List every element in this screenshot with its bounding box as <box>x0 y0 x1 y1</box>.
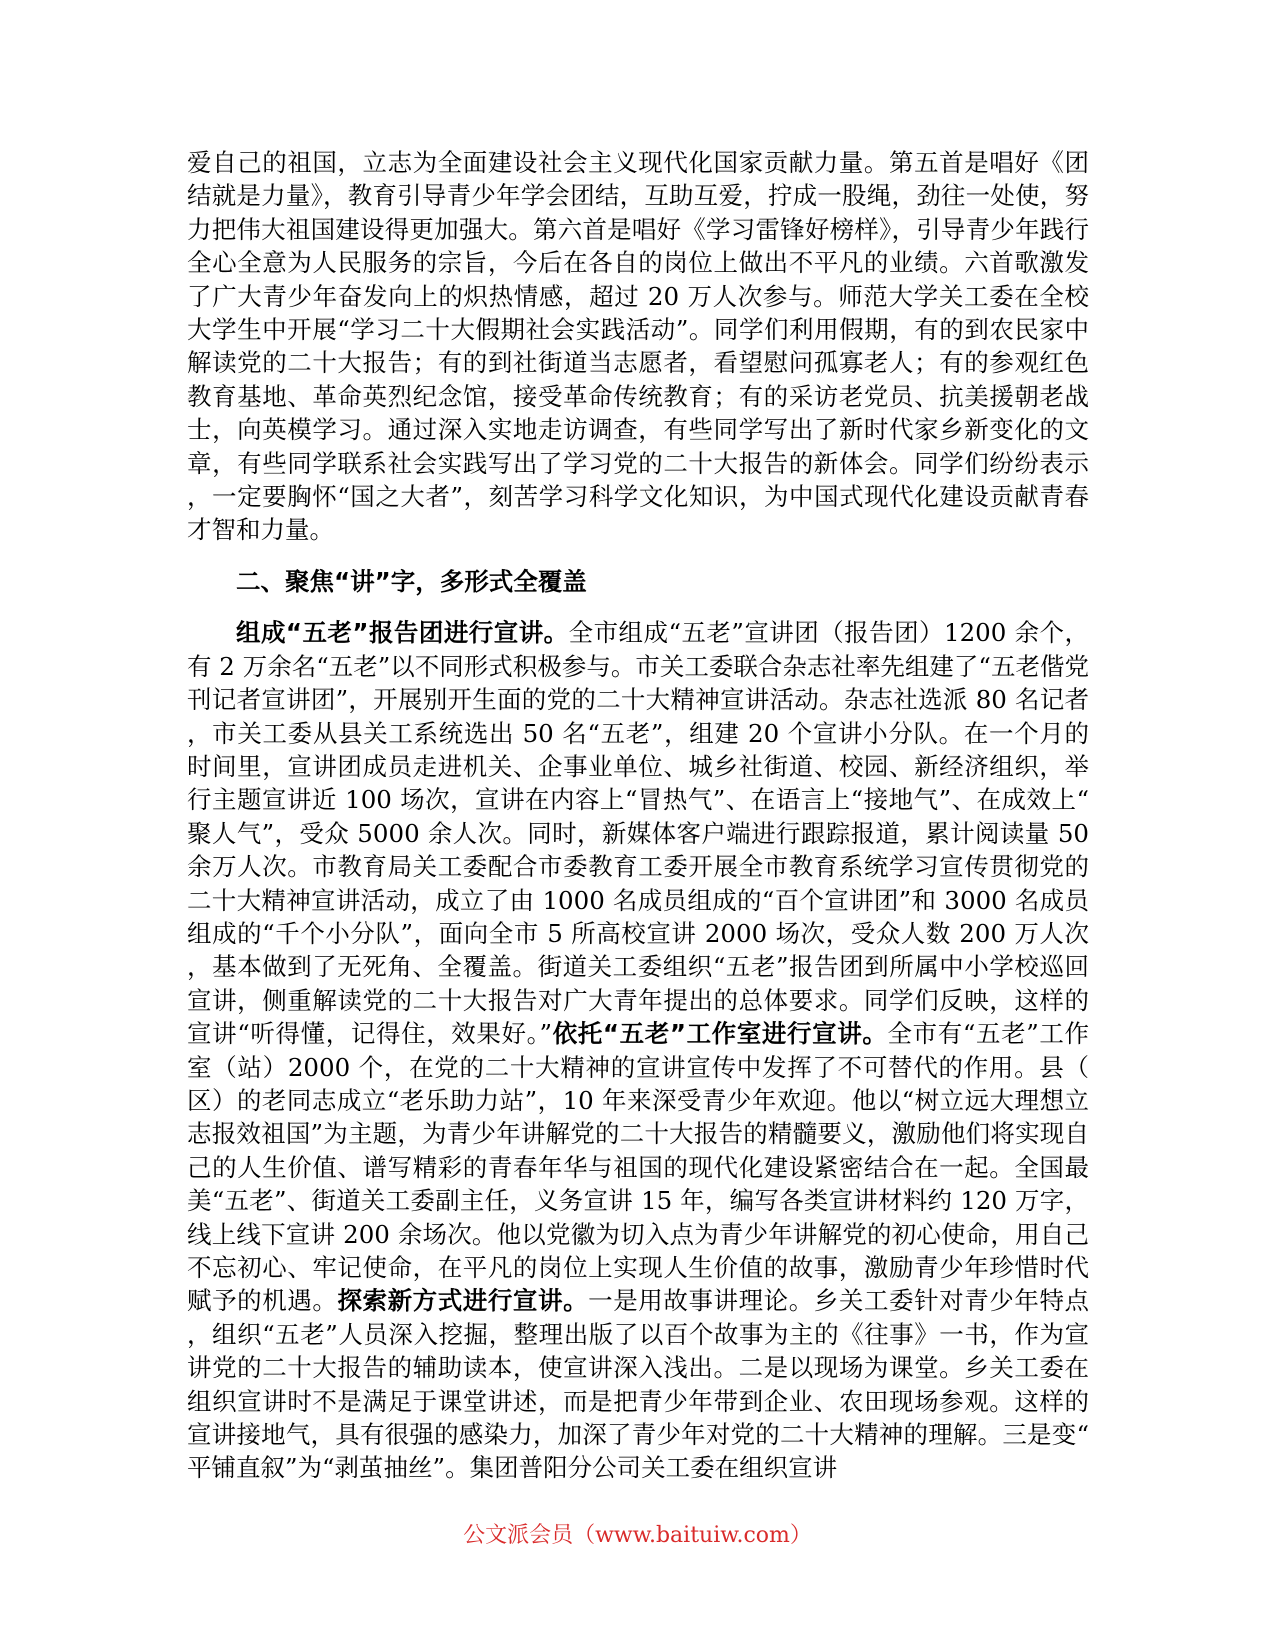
paragraph-lead-heading: 探索新方式进行宣讲。 <box>337 1286 589 1316</box>
footer-url[interactable]: www.baituiw.com <box>595 1523 790 1548</box>
footer-close: ） <box>789 1523 812 1548</box>
paragraph-lead-heading: 依托“五老”工作室进行宣讲。 <box>552 1019 888 1049</box>
paragraph-section-2 <box>187 616 1089 1485</box>
paragraph-text: 全市组成“五老”宣讲团（报告团）1200 余个，有 2 万余名“五老”以不同形式积极参与。市关工委联合杂志社率先组建了“五老偕党刊记者宣讲团”，开展别开生面的党的二十大精神宣讲活动。杂志社选派 80 名记者，市关工委从县关工系统选出 50 名“五老”，组建 20 个宣讲小分队。在一个月的时间里，宣讲团成员走进机关、企事业单位、城乡社街道、校园、新经济组织，举行主题宣讲近 100 场次，宣讲在内容上“冒热气”、在语言上“接地气”、在成效上“聚人气”，受众 5000 余人次。同时，新媒体客户端进行跟踪报道，累计阅读量 50 余万人次。市教育局关工委配合市委教育工委开展全市教育系统学习宣传贯彻党的二十大精神宣讲活动，成立了由 1000 名成员组成的“百个宣讲团”和 3000 名成员组成的“千个小分队”，面向全市 5 所高校宣讲 2000 场次，受众人数 200 万人次，基本做到了无死角、全覆盖。街道关工委组织“五老”报告团到所属中小学校巡回宣讲，侧重解读党的二十大报告对广大青年提出的总体要求。同学们反映，这样的宣讲“听得懂，记得住，效果好。” <box>187 618 1090 1049</box>
paragraph-lead-heading: 组成“五老”报告团进行宣讲。 <box>236 618 569 648</box>
footer-label: 公文派会员（ <box>463 1523 596 1548</box>
paragraph-text: 全市有“五老”工作室（站）2000 个，在党的二十大精神的宣讲宣传中发挥了不可替代的作用。县（区）的老同志成立“老乐助力站”，10 年来深受青少年欢迎。他以“树立远大理想立志报效祖国”为主题，为青少年讲解党的二十大报告的精髓要义，激励他们将实现自己的人生价值、谱写精彩的青春年华与祖国的现代化建设紧密结合在一起。全国最美“五老”、街道关工委副主任，义务宣讲 15 年，编写各类宣讲材料约 120 万字，线上线下宣讲 200 余场次。他以党徽为切入点为青少年讲解党的初心使命，用自己不忘初心、牢记使命，在平凡的岗位上实现人生价值的故事，激励青少年珍惜时代赋予的机遇。 <box>187 1019 1089 1316</box>
paragraph-continued: 爱自己的祖国，立志为全面建设社会主义现代化国家贡献力量。第五首是唱好《团结就是力量》，教育引导青少年学会团结，互助互爱，拧成一股绳，劲往一处使，努力把伟大祖国建设得更加强大。第六首是唱好《学习雷锋好榜样》，引导青少年践行全心全意为人民服务的宗旨，今后在各自的岗位上做出不平凡的业绩。六首歌激发了广大青少年奋发向上的炽热情感，超过 20 万人次参与。师范大学关工委在全校大学生中开展“学习二十大假期社会实践活动”。同学们利用假期，有的到农民家中解读党的二十大报告；有的到社街道当志愿者，看望慰问孤寡老人；有的参观红色教育基地、革命英烈纪念馆，接受革命传统教育；有的采访老党员、抗美援朝老战士，向英模学习。通过深入实地走访调查，有些同学写出了新时代家乡新变化的文章，有些同学联系社会实践写出了学习党的二十大报告的新体会。同学们纷纷表示，一定要胸怀“国之大者”，刻苦学习科学文化知识，为中国式现代化建设贡献青春才智和力量。 <box>187 148 1089 545</box>
document-body <box>187 146 1089 1485</box>
paragraph-text: 一是用故事讲理论。乡关工委针对青少年特点，组织“五老”人员深入挖掘，整理出版了以百个故事为主的《往事》一书，作为宣讲党的二十大报告的辅助读本，使宣讲深入浅出。二是以现场为课堂。乡关工委在组织宣讲时不是满足于课堂讲述，而是把青少年带到企业、农田现场参观。这样的宣讲接地气，具有很强的感染力，加深了青少年对党的二十大精神的理解。三是变“平铺直叙”为“剥茧抽丝”。集团普阳分公司关工委在组织宣讲 <box>187 1286 1090 1483</box>
footer-watermark <box>0 1522 1275 1550</box>
section-heading: 二、聚焦“讲”字，多形式全覆盖 <box>236 566 587 596</box>
